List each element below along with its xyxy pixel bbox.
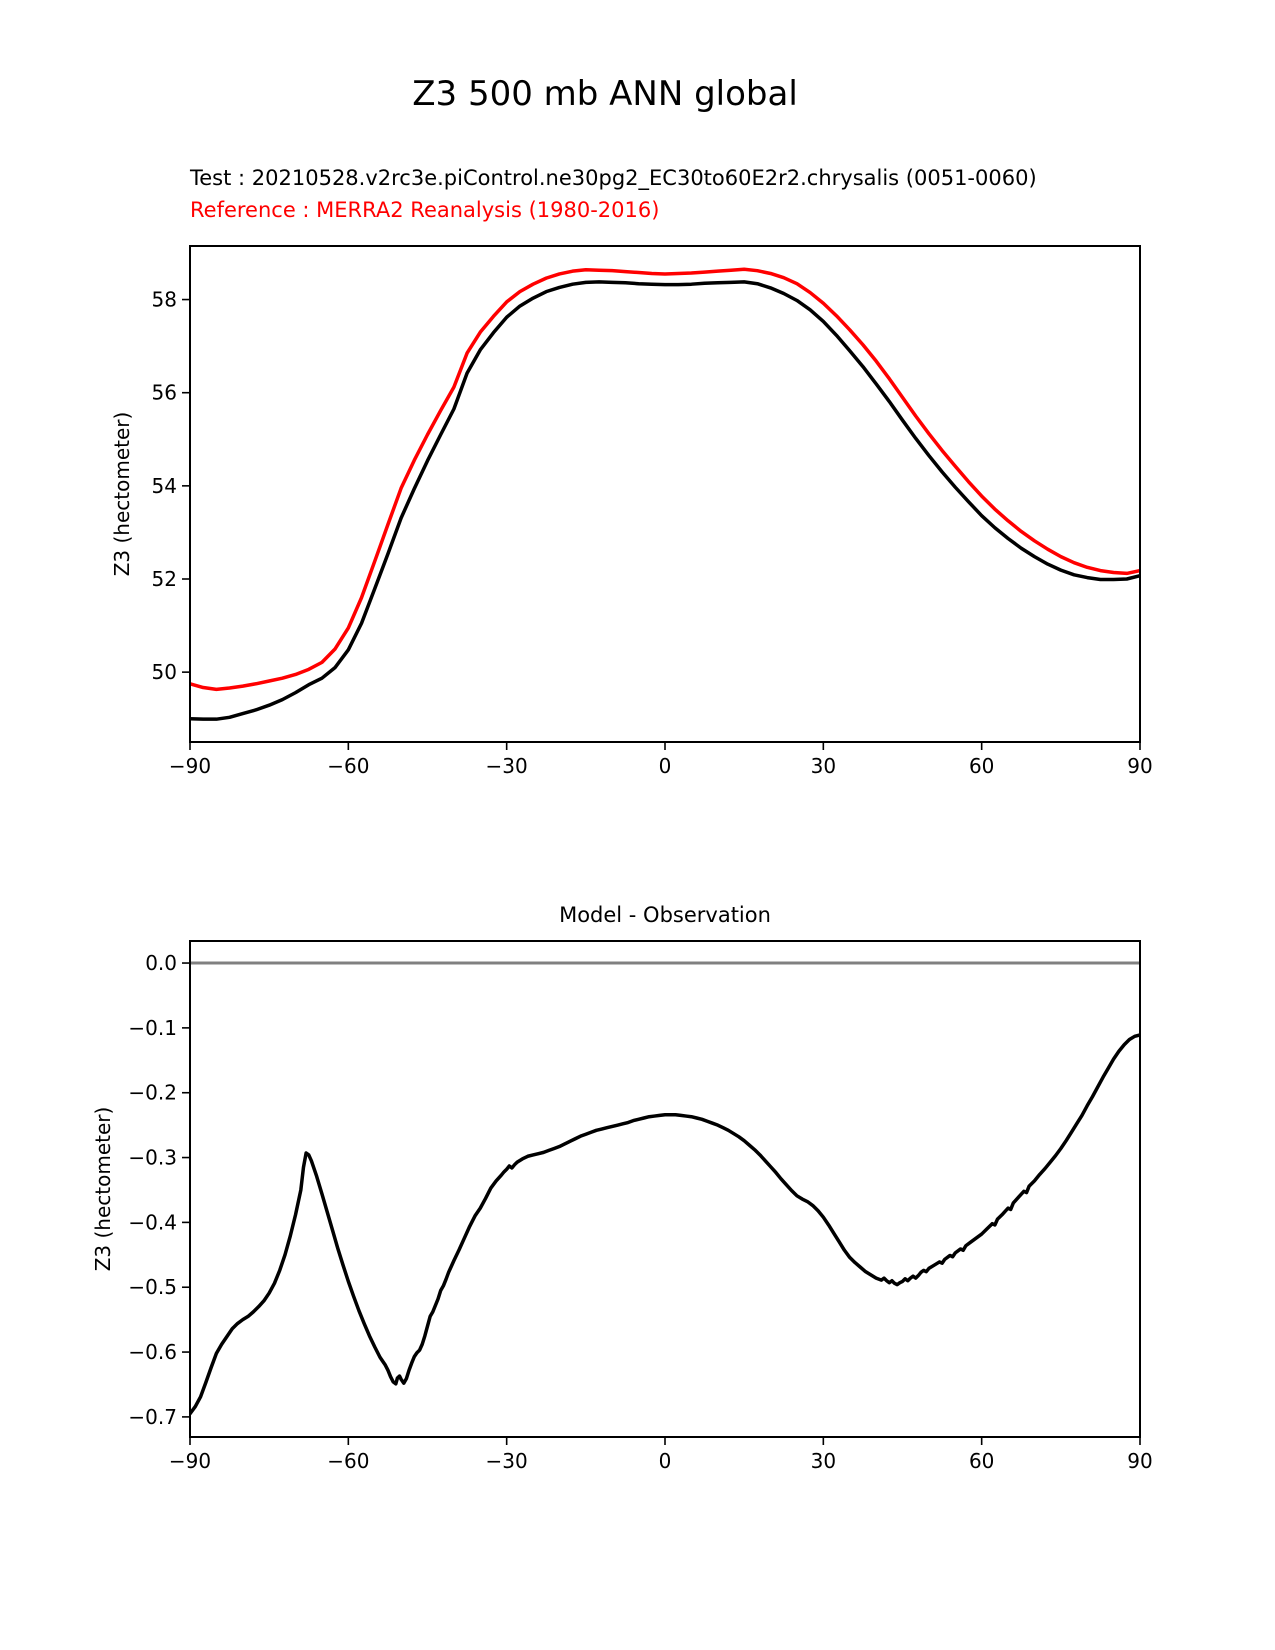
x-tick-label: −30 — [485, 1449, 528, 1474]
y-tick-label: −0.1 — [128, 1015, 177, 1040]
top-plot — [0, 230, 1275, 795]
y-tick-label: −0.5 — [128, 1275, 177, 1300]
plot-bot-svg-frame — [190, 941, 1140, 1437]
y-tick-label: 52 — [151, 567, 177, 591]
x-tick-label: 30 — [810, 1449, 837, 1474]
plot-top-svg-series-group — [190, 269, 1140, 719]
y-tick-label: −0.4 — [128, 1210, 177, 1235]
x-tick-label: −60 — [327, 754, 370, 779]
plot-top-svg-curve-reference — [190, 269, 1140, 689]
y-tick-label: 58 — [151, 287, 177, 312]
y-tick-label: 56 — [151, 380, 177, 405]
x-tick-label: 60 — [968, 754, 995, 779]
y-tick-label: 50 — [151, 660, 177, 685]
x-tick-label: 90 — [1127, 1449, 1153, 1474]
y-tick-label: −0.6 — [128, 1340, 177, 1365]
x-tick-label: −90 — [168, 1449, 212, 1474]
y-tick-label: −0.7 — [128, 1404, 177, 1429]
y-tick-label: 0.0 — [145, 951, 177, 976]
test-subtitle: Test : 20210528.v2rc3e.piControl.ne30pg2_EC30to60E2r2.chrysalis (0051-0060) — [190, 166, 1037, 190]
x-tick-label: 90 — [1127, 754, 1153, 779]
y-tick-label: 54 — [151, 473, 177, 498]
x-tick-label: 60 — [968, 1449, 995, 1474]
figure-title: Z3 500 mb ANN global — [412, 74, 798, 114]
bottom-plot-ylabel: Z3 (hectometer) — [91, 1106, 115, 1272]
plot-bot-svg-series-group — [190, 963, 1140, 1414]
x-tick-label: 0 — [658, 1449, 672, 1474]
bottom-plot-title: Model - Observation — [559, 903, 771, 927]
x-tick-label: −30 — [485, 754, 528, 779]
x-tick-label: −60 — [327, 1449, 370, 1474]
reference-subtitle: Reference : MERRA2 Reanalysis (1980-2016) — [190, 198, 660, 222]
x-tick-label: 30 — [810, 754, 837, 779]
bottom-plot — [0, 925, 1275, 1490]
x-tick-label: −90 — [168, 754, 212, 779]
top-plot-ylabel: Z3 (hectometer) — [110, 411, 134, 577]
y-tick-label: −0.2 — [128, 1080, 177, 1105]
y-tick-label: −0.3 — [128, 1145, 177, 1170]
plot-bot-svg-curve-model — [190, 1035, 1140, 1414]
x-tick-label: 0 — [658, 754, 672, 779]
